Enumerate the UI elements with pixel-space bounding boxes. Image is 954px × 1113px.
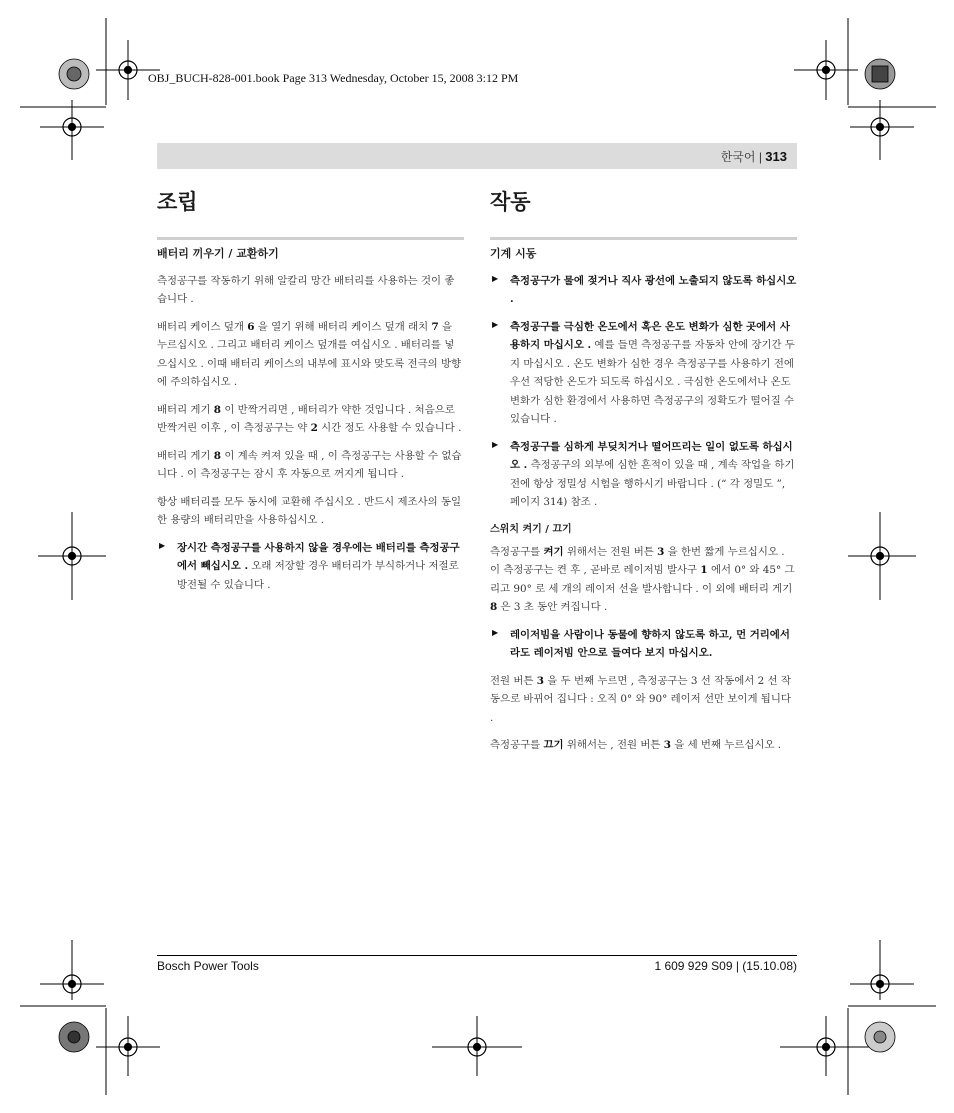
right-bullet-4: ▶ 레이저빔을 사람이나 동물에 향하지 않도록 하고, 먼 거리에서라도 레이저빔 안으로 들여다 보지 마십시오.: [490, 626, 797, 663]
left-paragraph-4: 배터리 게기 8 이 계속 켜져 있을 때 , 이 측정공구는 사용할 수 없습니다 . 이 측정공구는 잠시 후 자동으로 꺼지게 됩니다 .: [157, 449, 462, 481]
right-bullet-1: ▶ 측정공구가 물에 젖거나 직사 광선에 노출되지 않도록 하십시오 .: [490, 272, 797, 309]
left-section-rule: [157, 237, 464, 240]
right-bullet-3: ▶ 측정공구를 심하게 부딪치거나 떨어뜨리는 일이 없도록 하십시오 . 측정공구의 외부에 심한 흔적이 있을 때 , 계속 작업을 하기 전에 항상 정밀성 시험을 행하시기 바랍니다 . (“ 각 정밀도 ”, 페이지 314) 참조 .: [490, 438, 797, 512]
page-header: [157, 143, 797, 169]
book-meta-line: OBJ_BUCH-828-001.book Page 313 Wednesday, October 15, 2008 3:12 PM: [148, 71, 519, 85]
footer-doc-number: 1 609 929 S09 | (15.10.08): [654, 959, 797, 973]
right-bullet-2: ▶ 측정공구를 극심한 온도에서 혹은 온도 변화가 심한 곳에서 사용하지 마십시오 . 예를 들면 측정공구를 자동차 안에 장기간 두지 마십시오 . 온도 변화가 심한 경우 측정공구를 사용하기 전에 우선 적당한 온도가 되도록 하십시오 . 극심한 온도에서나 온도 변화가 심한 환경에서 사용하면 측정공구의 정확도가 떨어질 수 있습니다 .: [490, 318, 797, 429]
right-section-heading: 기계 시동: [490, 247, 537, 261]
header-separator: |: [755, 150, 766, 164]
left-paragraph-3: 배터리 게기 8 이 반짝거리면 , 배터리가 약한 것입니다 . 처음으로 반짝거린 이후 , 이 측정공구는 약 2 시간 정도 사용할 수 있습니다 .: [157, 403, 462, 435]
left-paragraph-2: 배터리 케이스 덮개 6 을 열기 위해 배터리 케이스 덮개 래치 7 을 누르십시오 . 그리고 배터리 케이스 덮개를 여십시오 . 배터리를 넣으십시오 . 이때 배터리 케이스의 내부에 표시와 맞도록 전극의 방향에 주의하십시오 .: [157, 320, 462, 389]
left-paragraph-1: 측정공구를 작동하기 위해 알칼리 망간 배터리를 사용하는 것이 좋습니다 .: [157, 274, 455, 306]
header-language-page: [721, 148, 787, 165]
left-title: 조립: [157, 190, 198, 214]
right-subheading: 스위치 켜기 / 끄기: [490, 523, 572, 535]
right-paragraph-3: 측정공구를 끄기 위해서는 , 전원 버튼 3 을 세 번째 누르십시오 .: [490, 739, 782, 752]
left-paragraph-5: 항상 배터리를 모두 동시에 교환해 주십시오 . 반드시 제조사의 동일한 용량의 배터리만을 사용하십시오 .: [157, 495, 462, 527]
right-paragraph-2: 전원 버튼 3 을 두 번째 누르면 , 측정공구는 3 선 작동에서 2 선 작동으로 바뀌어 집니다 : 오직 0° 와 90° 레이저 선만 보이게 됩니다 .: [490, 674, 791, 724]
right-title: 작동: [490, 190, 531, 214]
header-page-number: 313: [765, 149, 787, 164]
right-section-rule: [490, 237, 797, 240]
footer-rule: [157, 955, 797, 956]
footer-brand: Bosch Power Tools: [157, 959, 259, 973]
left-warning-bullet: ▶ 장시간 측정공구를 사용하지 않을 경우에는 배터리를 측정공구에서 빼십시오 . 오래 저장할 경우 배터리가 부식하거나 저절로 방전될 수 있습니다 .: [157, 539, 464, 595]
right-column: [490, 190, 797, 764]
left-column: [157, 190, 464, 604]
header-language: 한국어: [720, 150, 756, 164]
left-section-heading: 배터리 끼우기 / 교환하기: [157, 247, 279, 261]
right-paragraph-1: 측정공구를 켜기 위해서는 전원 버튼 3 을 한번 짧게 누르십시오 . 이 측정공구는 켠 후 , 곧바로 레이저빔 발사구 1 에서 0° 와 45° 그리고 90° 로 세 개의 레이저 선을 발사합니다 . 이 외에 배터리 게기 8 은 3 초 동안 켜집니다 .: [490, 545, 795, 614]
